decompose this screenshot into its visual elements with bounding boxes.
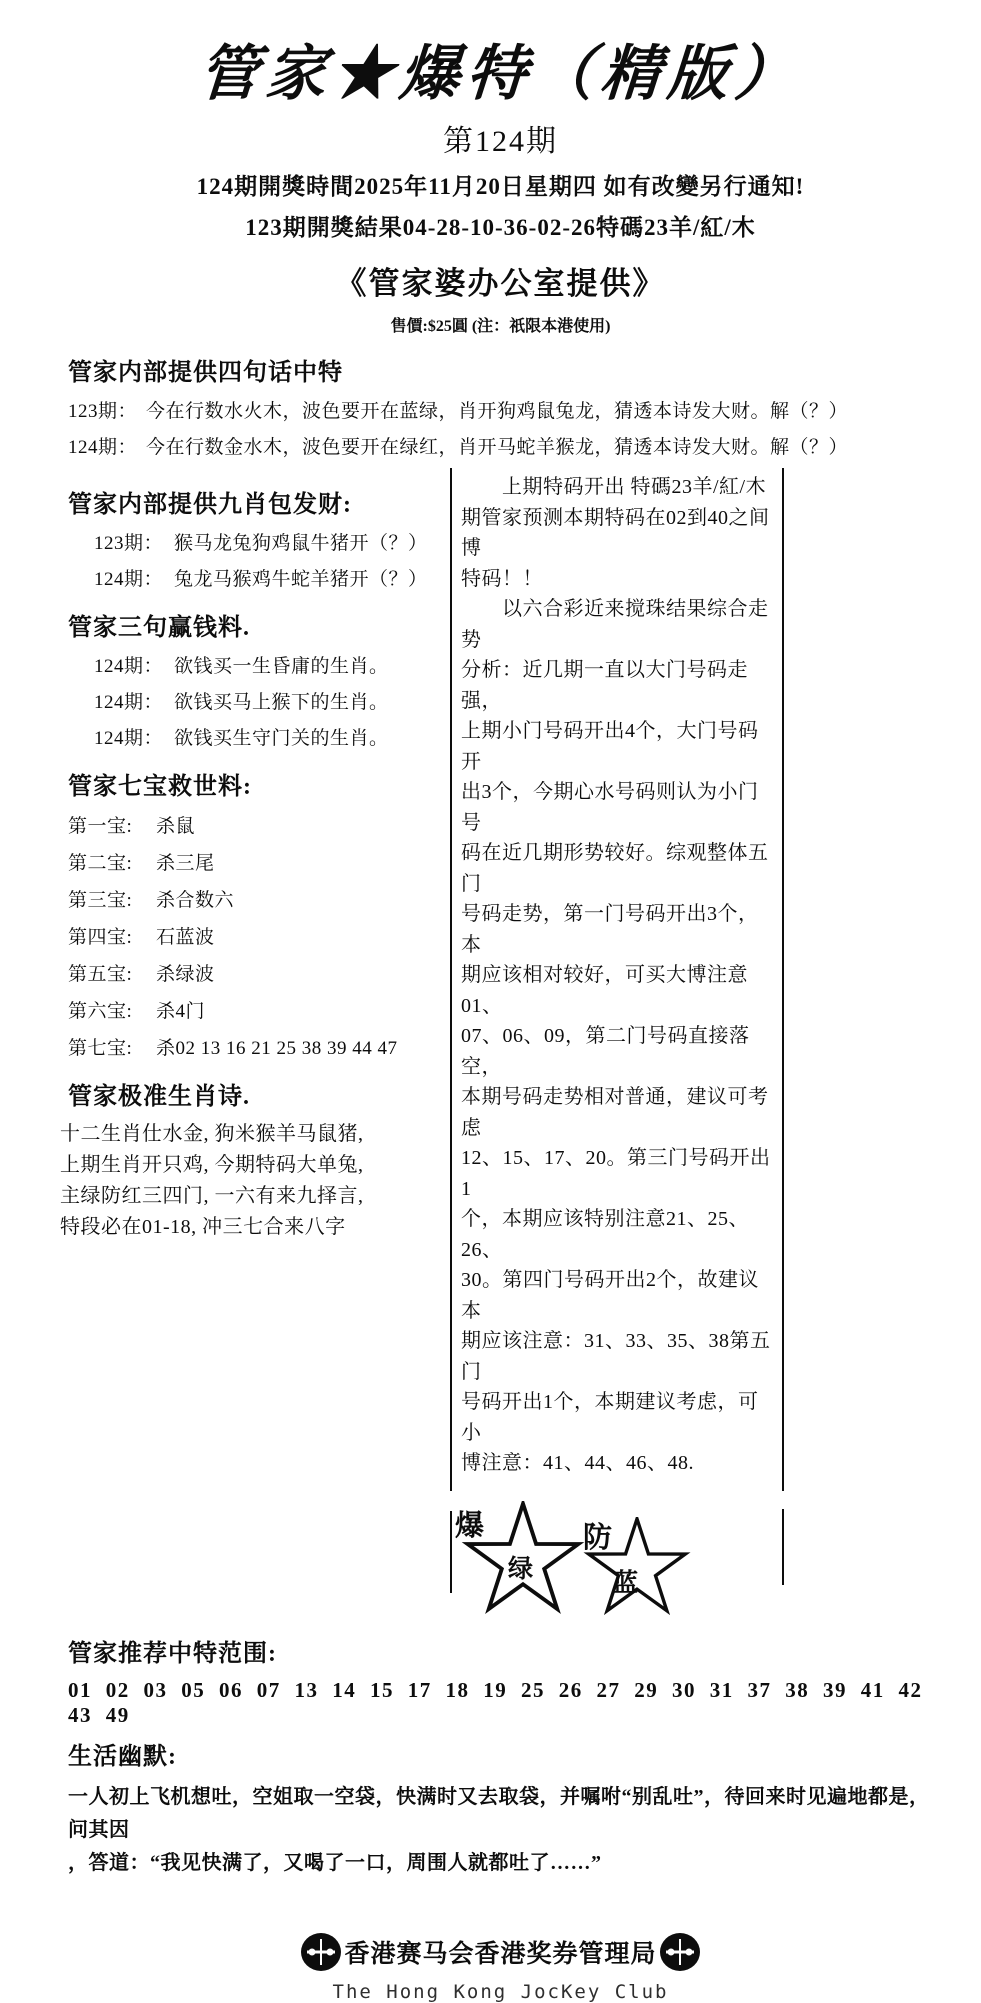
nine-zodiac-row xyxy=(68,564,450,591)
page xyxy=(0,26,981,2003)
row-text: 杀4门 xyxy=(156,1001,206,1022)
treasure-row xyxy=(68,848,450,875)
row-text: 杀02 13 16 21 25 38 39 44 47 xyxy=(156,1038,398,1059)
analysis-line: 期应该相对较好，可买大博注意01、 xyxy=(461,964,748,1017)
three-sentences-row xyxy=(68,723,450,750)
row-label: 124期： xyxy=(94,692,164,713)
row-label: 第一宝: xyxy=(68,816,133,837)
row-text: 猴马龙兔狗鸡鼠牛猪开（？） xyxy=(174,533,428,554)
row-text: 杀鼠 xyxy=(156,816,196,837)
poem-line: 特段必在01-18, 冲三七合来八字 xyxy=(60,1216,346,1238)
treasure-row xyxy=(68,885,450,912)
guard-label: 防 xyxy=(583,1521,613,1554)
four-sentences-row xyxy=(68,432,933,459)
humor-line: ，答道：“我见快满了，又喝了一口，周围人就都吐了……” xyxy=(68,1851,602,1874)
draw-time-line: 124期開獎時間2025年11月20日星期四 如有改變另行通知! xyxy=(196,174,805,199)
analysis-line: 号码开出1个，本期建议考虑，可小 xyxy=(461,1391,759,1444)
row-label: 第二宝: xyxy=(68,853,133,874)
row-label: 124期： xyxy=(94,728,164,749)
analysis-line: 上期特码开出 特碼23羊/紅/木 xyxy=(461,476,767,498)
row-text: 欲钱买生守门关的生肖。 xyxy=(174,728,389,749)
jockey-club-english-name: The Hong Kong JocKey Club xyxy=(332,1980,669,2003)
row-label: 124期： xyxy=(94,569,164,590)
analysis-line: 码在近几期形势较好。综观整体五门 xyxy=(461,842,769,895)
analysis-line: 博注意：41、44、46、48. xyxy=(461,1452,694,1474)
row-text: 欲钱买马上猴下的生肖。 xyxy=(174,692,389,713)
row-text: 兔龙马猴鸡牛蛇羊猪开（？） xyxy=(174,569,428,590)
page-title: 管家★爆特（精版） xyxy=(196,41,804,107)
analysis-line: 12、15、17、20。第三门号码开出1 xyxy=(461,1147,771,1200)
three-sentences-row xyxy=(68,651,450,678)
row-label: 第六宝: xyxy=(68,1001,133,1022)
burst-label: 爆 xyxy=(455,1509,485,1542)
three-sentences-row xyxy=(68,687,450,714)
row-text: 杀合数六 xyxy=(156,890,235,911)
office-provider-line: 《管家婆办公室提供》 xyxy=(335,266,666,301)
row-text: 今在行数金水木，波色要开在绿红，肖开马蛇羊猴龙，猜透本诗发大财。解（？） xyxy=(146,437,849,458)
footer-logo-row xyxy=(68,1932,933,1972)
section-heading-humor: 生活幽默: xyxy=(68,1743,177,1770)
row-text: 杀绿波 xyxy=(156,964,215,985)
main-columns xyxy=(60,468,933,1627)
star-right-rule xyxy=(782,1509,784,1585)
green-char: 绿 xyxy=(508,1555,534,1583)
treasure-row xyxy=(68,996,450,1023)
row-label: 第三宝: xyxy=(68,890,133,911)
jockey-club-name: 香港赛马会香港奖券管理局 xyxy=(344,1940,657,1968)
right-column xyxy=(450,468,784,1627)
poem-line: 十二生肖仕水金, 狗米猴羊马鼠猪, xyxy=(60,1123,364,1145)
recommend-numbers: 01 02 03 05 06 07 13 14 15 17 18 19 25 26 27 29 30 31 37 38 39 41 42 43 49 xyxy=(68,1677,923,1727)
row-label: 123期： xyxy=(68,401,138,422)
analysis-line: 号码走势，第一门号码开出3个，本 xyxy=(461,903,759,956)
section-heading-zodiac-poem: 管家极准生肖诗. xyxy=(68,1084,250,1110)
left-column xyxy=(60,468,450,1243)
analysis-box xyxy=(450,468,784,1491)
row-label: 第五宝: xyxy=(68,964,133,985)
row-label: 第七宝: xyxy=(68,1038,133,1059)
poem-line: 上期生肖开只鸡, 今期特码大单兔, xyxy=(60,1154,364,1176)
footer xyxy=(68,1932,933,2003)
row-text: 今在行数水火木，波色要开在蓝绿，肖开狗鸡鼠兔龙，猜透本诗发大财。解（？） xyxy=(146,401,849,422)
star-area xyxy=(450,1501,784,1627)
section-heading-four-sentences: 管家内部提供四句话中特 xyxy=(68,360,343,386)
star-left-rule xyxy=(450,1511,452,1593)
row-label: 123期： xyxy=(94,533,164,554)
treasure-row xyxy=(68,959,450,986)
humor-line: 一人初上飞机想吐，空姐取一空袋，快满时又去取袋，并嘱咐“别乱吐”，待回来时见遍地都是，问其因 xyxy=(68,1785,930,1841)
treasure-row xyxy=(68,922,450,949)
nine-zodiac-row xyxy=(68,528,450,555)
analysis-line: 分析：近几期一直以大门号码走强， xyxy=(461,659,748,712)
poem-line: 主绿防红三四门, 一六有来九择言, xyxy=(60,1185,364,1207)
analysis-line: 30。第四门号码开出2个，故建议本 xyxy=(461,1269,759,1322)
price-line: 售價:$25圓 (注：祇限本港使用) xyxy=(390,318,611,335)
analysis-line: 期管家预测本期特码在02到40之间博 xyxy=(461,506,770,559)
analysis-line: 期应该注意：31、33、35、38第五门 xyxy=(461,1330,771,1383)
humor-text xyxy=(68,1781,933,1880)
treasure-row xyxy=(68,1033,450,1060)
analysis-line: 个，本期应该特别注意21、25、26、 xyxy=(461,1208,749,1261)
section-heading-nine-zodiac: 管家内部提供九肖包发财: xyxy=(68,492,352,518)
section-heading-seven-treasures: 管家七宝救世料: xyxy=(68,774,252,800)
last-result-line: 123期開獎結果04-28-10-36-02-26特碼23羊/紅/木 xyxy=(245,215,756,240)
jockey-club-emblem-icon xyxy=(300,1932,342,1972)
section-heading-recommend: 管家推荐中特范围: xyxy=(68,1640,277,1667)
row-text: 欲钱买一生昏庸的生肖。 xyxy=(174,656,389,677)
analysis-line: 出3个，今期心水号码则认为小门号 xyxy=(461,781,759,834)
analysis-line: 上期小门号码开出4个，大门号码开 xyxy=(461,720,759,773)
section-heading-three-sentences: 管家三句赢钱料. xyxy=(68,615,250,641)
row-label: 124期： xyxy=(68,437,138,458)
analysis-line: 07、06、09，第二门号码直接落空， xyxy=(461,1025,750,1078)
analysis-line: 本期号码走势相对普通，建议可考虑 xyxy=(461,1086,769,1139)
blue-char: 蓝 xyxy=(613,1569,639,1597)
jockey-club-emblem-icon xyxy=(659,1932,701,1972)
row-label: 第四宝: xyxy=(68,927,133,948)
treasure-row xyxy=(68,811,450,838)
zodiac-poem xyxy=(60,1119,450,1243)
row-text: 杀三尾 xyxy=(156,853,215,874)
issue-number: 第124期 xyxy=(443,125,558,158)
row-label: 124期： xyxy=(94,656,164,677)
analysis-line: 以六合彩近来搅珠结果综合走势 xyxy=(461,598,769,651)
analysis-line: 特码！！ xyxy=(461,567,543,590)
row-text: 石蓝波 xyxy=(156,927,215,948)
four-sentences-row xyxy=(68,396,933,423)
